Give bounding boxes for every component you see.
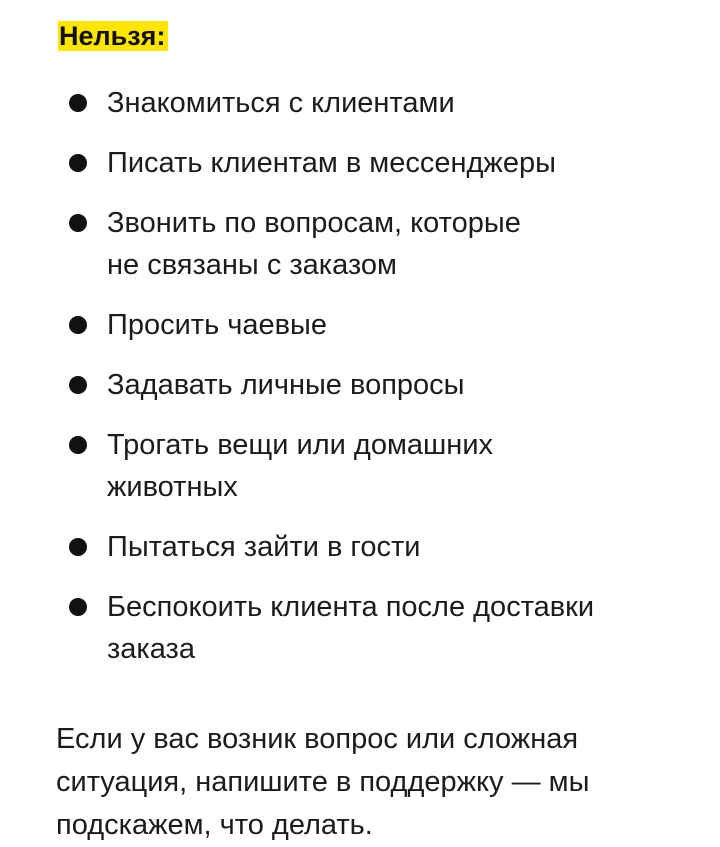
bullet-icon [69, 598, 87, 616]
rule-item [66, 142, 686, 184]
rules-list [66, 82, 686, 688]
bullet-icon [69, 214, 87, 232]
bullet-icon [69, 376, 87, 394]
rule-item [66, 304, 686, 346]
rule-text: Пытаться зайти в гости [107, 531, 421, 563]
rule-text: Просить чаевые [107, 309, 327, 341]
rule-item [66, 202, 686, 286]
rule-item [66, 364, 686, 406]
rule-item [66, 586, 686, 670]
rule-item [66, 424, 686, 508]
support-note: Если у вас возник вопрос или сложная ситуация, напишите в поддержку — мы подскажем, что делать. [56, 723, 590, 841]
rule-text: Звонить по вопросам, которые не связаны с заказом [107, 207, 521, 281]
bullet-icon [69, 436, 87, 454]
rule-text: Писать клиентам в мессенджеры [107, 147, 556, 179]
heading-highlight: Нельзя: [58, 21, 168, 51]
rule-text: Задавать личные вопросы [107, 369, 465, 401]
bullet-icon [69, 316, 87, 334]
rule-item [66, 526, 686, 568]
bullet-icon [69, 94, 87, 112]
heading [56, 17, 170, 55]
rule-item [66, 82, 686, 124]
rule-text: Беспокоить клиента после доставки заказа [107, 591, 595, 665]
rule-text: Трогать вещи или домашних животных [107, 429, 494, 503]
bullet-icon [69, 538, 87, 556]
bullet-icon [69, 154, 87, 172]
rule-text: Знакомиться с клиентами [107, 87, 455, 119]
